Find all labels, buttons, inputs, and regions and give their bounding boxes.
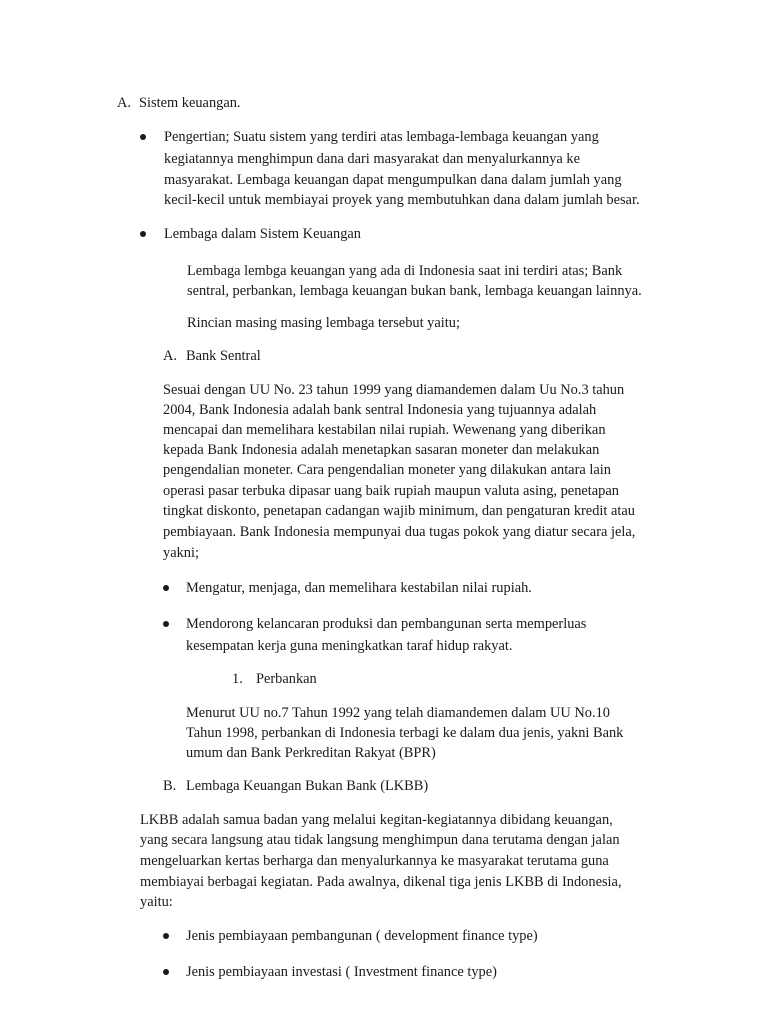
bank-sentral-line-8: pembiayaan. Bank Indonesia mempunyai dua tugas pokok yang diatur secara jela, — [163, 524, 636, 540]
bullet-point — [163, 585, 169, 591]
bank-sentral-line-4: kepada Bank Indonesia adalah menetapkan sasaran moneter dan melakukan — [163, 442, 600, 458]
heading-a-title: Sistem keuangan. — [139, 95, 241, 111]
bank-sentral-line-9: yakni; — [163, 545, 199, 561]
section-b-marker: B. — [163, 778, 177, 794]
lembaga-sistem-heading: Lembaga dalam Sistem Keuangan — [164, 226, 362, 242]
section-b-title: Lembaga Keuangan Bukan Bank (LKBB) — [186, 778, 429, 794]
lkbb-line-5: yaitu: — [140, 894, 173, 910]
perbankan-line-3: umum dan Bank Perkreditan Rakyat (BPR) — [186, 745, 436, 761]
numbered-1-marker: 1. — [232, 671, 243, 687]
rincian-line: Rincian masing masing lembaga tersebut yaitu; — [187, 315, 460, 331]
bank-sentral-line-5: pengendalian moneter. Cara pengendalian moneter yang dilakukan antara lain — [163, 462, 611, 478]
bullet-point — [140, 231, 146, 237]
tugas-2-line-2: kesempatan kerja guna meningkatkan taraf hidup rakyat. — [186, 638, 513, 654]
jenis-investasi: Jenis pembiayaan investasi ( Investment finance type) — [186, 964, 497, 980]
bank-sentral-line-1: Sesuai dengan UU No. 23 tahun 1999 yang diamandemen dalam Uu No.3 tahun — [163, 382, 625, 398]
section-a-title: Bank Sentral — [186, 348, 261, 364]
pengertian-line-1: Pengertian; Suatu sistem yang terdiri atas lembaga-lembaga keuangan yang — [164, 129, 599, 145]
pengertian-line-2: kegiatannya menghimpun dana dari masyarakat dan menyalurkannya ke — [164, 151, 580, 167]
section-a-marker: A. — [163, 348, 177, 364]
lembaga-para-line-2: sentral, perbankan, lembaga keuangan bukan bank, lembaga keuangan lainnya. — [187, 283, 642, 299]
perbankan-line-1: Menurut UU no.7 Tahun 1992 yang telah diamandemen dalam UU No.10 — [186, 705, 610, 721]
lkbb-line-2: yang secara langsung atau tidak langsung menghimpun dana terutama dengan jalan — [140, 832, 620, 848]
tugas-2-line-1: Mendorong kelancaran produksi dan pembangunan serta memperluas — [186, 616, 587, 632]
lkbb-line-1: LKBB adalah samua badan yang melalui kegitan-kegiatannya dibidang keuangan, — [140, 812, 613, 828]
numbered-1-title: Perbankan — [256, 671, 317, 687]
pengertian-line-3: masyarakat. Lembaga keuangan dapat mengumpulkan dana dalam jumlah yang — [164, 172, 622, 188]
heading-a-marker: A. — [117, 95, 131, 111]
lembaga-para-line-1: Lembaga lembga keuangan yang ada di Indonesia saat ini terdiri atas; Bank — [187, 263, 623, 279]
bank-sentral-line-3: mencapai dan memelihara kestabilan nilai rupiah. Wewenang yang diberikan — [163, 422, 606, 438]
pengertian-line-4: kecil-kecil untuk membiayai proyek yang membutuhkan dana dalam jumlah besar. — [164, 192, 640, 208]
bullet-point — [163, 969, 169, 975]
bullet-point — [163, 933, 169, 939]
bank-sentral-line-6: operasi pasar terbuka dipasar uang baik rupiah maupun valuta asing, penetapan — [163, 483, 619, 499]
jenis-pembangunan: Jenis pembiayaan pembangunan ( development finance type) — [186, 928, 538, 944]
tugas-1: Mengatur, menjaga, dan memelihara kestabilan nilai rupiah. — [186, 580, 532, 596]
bank-sentral-line-2: 2004, Bank Indonesia adalah bank sentral Indonesia yang tujuannya adalah — [163, 402, 597, 418]
bank-sentral-line-7: tingkat diskonto, penetapan cadangan wajib minimum, dan pengaturan kredit atau — [163, 503, 635, 519]
bullet-point — [140, 134, 146, 140]
bullet-point — [163, 621, 169, 627]
lkbb-line-4: membiayai berbagai kegiatan. Pada awalnya, dikenal tiga jenis LKBB di Indonesia, — [140, 874, 622, 890]
perbankan-line-2: Tahun 1998, perbankan di Indonesia terbagi ke dalam dua jenis, yakni Bank — [186, 725, 624, 741]
lkbb-line-3: mengeluarkan kertas berharga dan menyalurkannya ke masyarakat terutama guna — [140, 853, 609, 869]
